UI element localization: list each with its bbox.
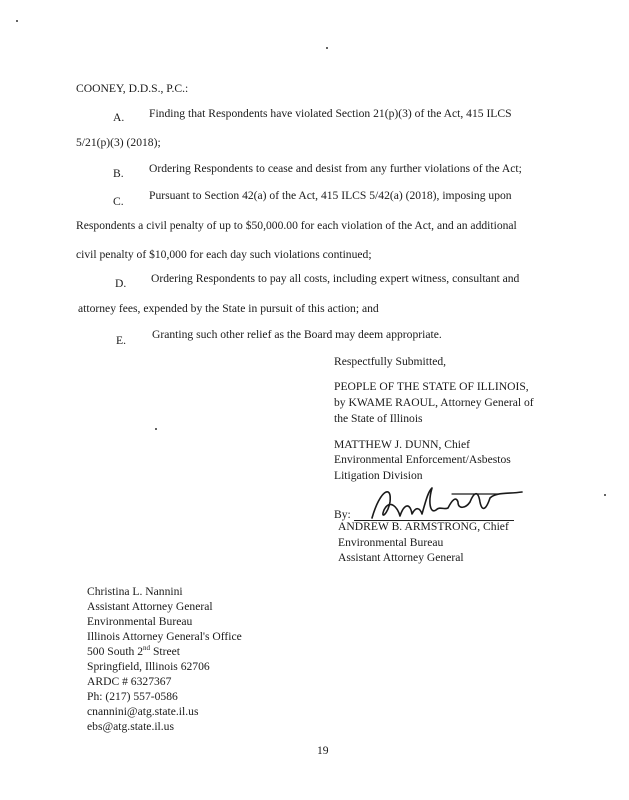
item-letter-b: B. [113, 167, 124, 180]
page-number: 19 [317, 744, 329, 757]
contact-email-2: ebs@atg.state.il.us [87, 720, 174, 733]
contact-email-1: cnannini@atg.state.il.us [87, 705, 199, 718]
item-a-line2: 5/21(p)(3) (2018); [76, 136, 161, 149]
contact-ardc: ARDC # 6327367 [87, 675, 172, 688]
closing-text: Respectfully Submitted, [334, 355, 447, 368]
chief-line3: Litigation Division [334, 469, 423, 482]
item-b-line1: Ordering Respondents to cease and desist from any further violations of the Act; [149, 162, 522, 175]
scan-speck [16, 20, 18, 22]
street-number: 500 South 2 [87, 645, 144, 658]
item-letter-d: D. [115, 277, 127, 290]
contact-office: Illinois Attorney General's Office [87, 630, 242, 643]
item-letter-e: E. [116, 334, 126, 347]
item-letter-a: A. [113, 111, 125, 124]
item-c-line1: Pursuant to Section 42(a) of the Act, 415 ILCS 5/42(a) (2018), imposing upon [149, 189, 512, 202]
contact-city: Springfield, Illinois 62706 [87, 660, 210, 673]
contact-title: Assistant Attorney General [87, 600, 213, 613]
item-c-line2: Respondents a civil penalty of up to $50,000.00 for each violation of the Act, and an additional [76, 219, 517, 232]
contact-phone: Ph: (217) 557-0586 [87, 690, 178, 703]
item-d-line1: Ordering Respondents to pay all costs, including expert witness, consultant and [151, 272, 520, 285]
chief-line1: MATTHEW J. DUNN, Chief [334, 438, 470, 451]
item-a-line1: Finding that Respondents have violated Section 21(p)(3) of the Act, 415 ILCS [149, 107, 512, 120]
item-c-line3: civil penalty of $10,000 for each day such violations continued; [76, 248, 372, 261]
signer-line2: Environmental Bureau [338, 536, 444, 549]
respondent-header: COONEY, D.D.S., P.C.: [76, 82, 189, 95]
people-line2: by KWAME RAOUL, Attorney General of [334, 396, 534, 409]
people-line3: the State of Illinois [334, 412, 423, 425]
signer-line1: ANDREW B. ARMSTRONG, Chief [338, 520, 509, 533]
street-ordinal: nd [143, 644, 151, 652]
scan-speck [155, 428, 157, 430]
contact-bureau: Environmental Bureau [87, 615, 193, 628]
item-d-line2: attorney fees, expended by the State in pursuit of this action; and [78, 302, 379, 315]
contact-name: Christina L. Nannini [87, 585, 183, 598]
people-line1: PEOPLE OF THE STATE OF ILLINOIS, [334, 380, 529, 393]
chief-line2: Environmental Enforcement/Asbestos [334, 453, 511, 466]
contact-street [87, 645, 180, 659]
by-label: By: [334, 508, 351, 521]
item-e-line1: Granting such other relief as the Board may deem appropriate. [152, 328, 442, 341]
street-name: Street [150, 645, 180, 658]
scan-speck [604, 494, 606, 496]
item-letter-c: C. [113, 195, 124, 208]
scan-speck [326, 47, 328, 49]
signer-line3: Assistant Attorney General [338, 551, 464, 564]
